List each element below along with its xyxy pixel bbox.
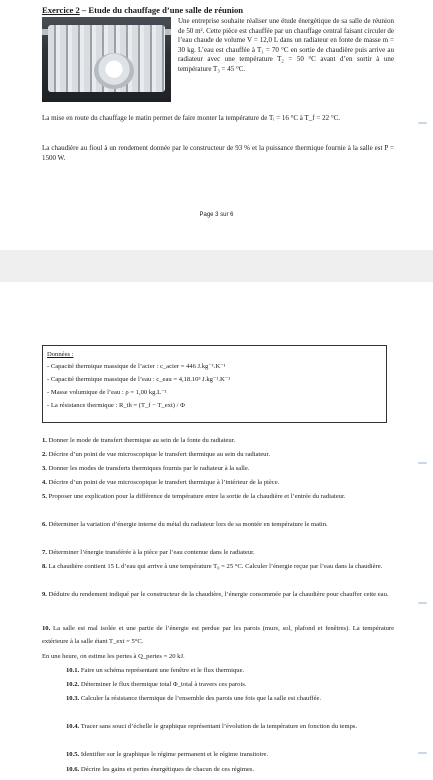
data-item: - La résistance thermique : R_th = (T_f − T_ext) / Φ — [47, 402, 185, 409]
intro-paragraph: Une entreprise souhaite réaliser une étude énergétique de sa salle de réunion de 50 m². Cette pièce est chauffée par un chauffage central faisant circuler de l’eau chaude de volume V = 12,0 L dans un radiateur en fonte de masse m = 30 kg. L’eau est chauffée à T₁ = 70 °C en sortie de chaudière puis arrive au radiateur avec une température T₂ = 50 °C avant d’en sortir à une température T₃ = 45 °C. — [178, 17, 395, 73]
document-page-3 — [0, 0, 433, 250]
scroll-marker — [418, 602, 427, 604]
data-item: - Capacité thermique massique de l’eau : c_eau = 4,18.10³ J.kg⁻¹.K⁻¹ — [47, 376, 231, 383]
page-number: Page 3 sur 6 — [199, 212, 234, 218]
exercise-title — [42, 5, 243, 15]
question-7: 7. Déterminer l’énergie transférée à la pièce par l’eau contenue dans le radiateur. — [42, 549, 255, 556]
losses-line: En une heure, on estime les pertes à Q_pertes = 20 kJ. — [42, 653, 185, 660]
question-10-1: 10.1. Faire un schéma représentant une fenêtre et le flux thermique. — [66, 667, 245, 674]
exercise-heading: – Etude du chauffage d’une salle de réunion — [79, 5, 244, 15]
scroll-marker — [418, 752, 427, 754]
question-10-6: 10.6. Décrire les gains et pertes énergétiques de chacun de ces régimes. — [66, 766, 255, 773]
question-3: 3. Donner les modes de transferts thermiques fournis par le radiateur à la salle. — [42, 465, 250, 472]
question-10-3: 10.3. Calculer la résistance thermique de l’ensemble des parois une fois que la salle est chauffée. — [66, 695, 322, 702]
thermostat-valve — [94, 53, 134, 89]
data-box — [42, 345, 387, 423]
question-4: 4. Décrire d’un point de vue microscopique le transfert thermique à l’intérieur de la pièce. — [42, 479, 280, 486]
radiator-photo — [42, 17, 171, 102]
question-10-5: 10.5. Identifier sur le graphique le régime permanent et le régime transitoire. — [66, 751, 269, 758]
question-8: 8. La chaudière contient 15 L d’eau qui arrive à une température T₀ = 25 °C. Calculer l’énergie reçue par l’eau dans la chaudière. — [42, 563, 383, 570]
question-1: 1. Donner le mode de transfert thermique au sein de la fonte du radiateur. — [42, 437, 236, 444]
document-page-4 — [0, 282, 433, 780]
question-10: 10. La salle est mal isolée et une partie de l’énergie est perdue par les parois (murs, sol, plafond et fenêtres). La température extérieure à la salle étant T_ext = 5°C. — [42, 625, 394, 646]
question-9: 9. Déduire du rendement indiqué par le constructeur de la chaudière, l’énergie consommée par la chaudière pour chauffer cette eau. — [42, 591, 389, 598]
scroll-marker — [418, 122, 427, 124]
data-item: - Masse volumique de l’eau : ρ = 1,00 kg.L⁻¹ — [47, 389, 167, 396]
data-item: - Capacité thermique massique de l’acier : c_acier = 446 J.kg⁻¹.K⁻¹ — [47, 363, 226, 370]
question-2: 2. Décrire d’un point de vue microscopique le transfert thermique au sein du radiateur. — [42, 451, 270, 458]
question-5: 5. Proposer une explication pour la différence de température entre la sortie de la chaudière et l’entrée du radiateur. — [42, 493, 346, 500]
question-10-4: 10.4. Tracer sans souci d’échelle le graphique représentant l’évolution de la température en fonction du temps. — [66, 723, 358, 730]
question-6: 6. Déterminer la variation d’énergie interne du métal du radiateur lors de sa montée en température le matin. — [42, 521, 328, 528]
data-heading: Données : — [47, 351, 74, 358]
paragraph-boiler: La chaudière au fioul à un rendement donnée par le constructeur de 93 % et la puissance thermique fournie à la salle est P = 1500 W. — [42, 144, 394, 162]
exercise-number: Exercice 2 — [42, 5, 80, 15]
question-10-2: 10.2. Déterminer le flux thermique total Φ_total à travers ces parois. — [66, 681, 247, 688]
paragraph-heating-start: La mise en route du chauffage le matin permet de faire monter la température de Tᵢ = 16 °C à T_f = 22 °C. — [42, 114, 341, 122]
scroll-marker — [418, 462, 427, 464]
